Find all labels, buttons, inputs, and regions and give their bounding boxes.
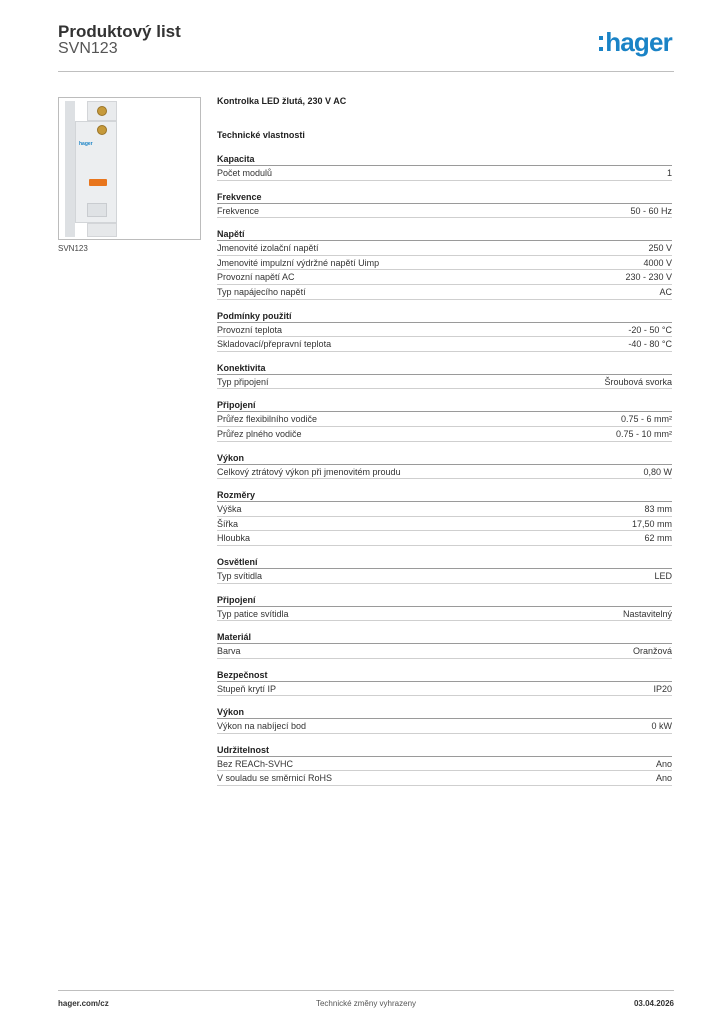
spec-group <box>217 399 672 441</box>
spec-group-title: Konektivita <box>217 362 672 375</box>
spec-label: Skladovací/přepravní teplota <box>217 339 332 350</box>
spec-value: 0.75 - 6 mm² <box>620 414 672 425</box>
spec-value: LED <box>654 570 672 581</box>
logo-colon-icon <box>599 36 603 51</box>
spec-value: Ano <box>655 773 672 784</box>
spec-row <box>217 270 672 285</box>
page-header <box>58 20 674 72</box>
spec-group <box>217 362 672 390</box>
spec-label: Provozní teplota <box>217 324 283 335</box>
spec-row <box>217 241 672 256</box>
spec-label: Počet modulů <box>217 168 273 178</box>
spec-group-title: Rozměry <box>217 489 672 502</box>
product-image <box>58 97 201 240</box>
spec-value: Ano <box>655 758 672 769</box>
spec-label: Provozní napětí AC <box>217 272 295 283</box>
spec-group-title: Kapacita <box>217 153 672 166</box>
spec-group-title: Připojení <box>217 399 672 412</box>
terminal-screw-icon <box>97 125 107 135</box>
spec-group-title: Výkon <box>217 452 672 465</box>
spec-value: -20 - 50 °C <box>628 324 672 335</box>
spec-value: Nastavitelný <box>622 608 672 619</box>
spec-group <box>217 228 672 299</box>
spec-group <box>217 669 672 697</box>
spec-row <box>217 517 672 532</box>
led-indicator-device-image <box>65 101 123 237</box>
spec-label: Barva <box>217 646 241 657</box>
footer-notice: Technické změny vyhrazeny <box>315 999 417 1008</box>
spec-group-title: Připojení <box>217 594 672 607</box>
spec-label: Jmenovité impulzní výdržné napětí Uimp <box>217 257 380 268</box>
spec-group-title: Frekvence <box>217 191 672 204</box>
spec-value: 83 mm <box>644 504 672 515</box>
spec-group <box>217 706 672 734</box>
spec-label: Typ svítidla <box>217 570 263 581</box>
spec-group <box>217 631 672 659</box>
spec-value: 0 kW <box>651 721 672 732</box>
spec-groups <box>217 153 672 786</box>
spec-group <box>217 489 672 546</box>
document-title: Produktový list <box>58 22 181 41</box>
spec-row <box>217 285 672 300</box>
spec-group <box>217 310 672 352</box>
product-details <box>217 96 672 796</box>
spec-row <box>217 719 672 734</box>
spec-label: Jmenovité izolační napětí <box>217 243 319 254</box>
spec-label: Celkový ztrátový výkon při jmenovitém proudu <box>217 466 401 477</box>
spec-label: Průřez plného vodiče <box>217 428 302 439</box>
spec-group <box>217 556 672 584</box>
spec-group <box>217 452 672 480</box>
spec-row <box>217 427 672 442</box>
spec-label: Průřez flexibilního vodiče <box>217 414 318 425</box>
spec-row <box>217 757 672 772</box>
spec-label: Výkon na nabíjecí bod <box>217 721 307 732</box>
spec-value: -40 - 80 °C <box>628 339 672 350</box>
spec-row <box>217 682 672 697</box>
spec-label: Frekvence <box>217 205 260 216</box>
spec-value: IP20 <box>653 683 672 694</box>
spec-row <box>217 337 672 352</box>
spec-row <box>217 771 672 786</box>
spec-group-title: Materiál <box>217 631 672 644</box>
spec-value: 1 <box>666 168 672 178</box>
indicator-lens <box>89 179 107 186</box>
spec-row <box>217 166 672 181</box>
spec-label: Typ napájecího napětí <box>217 286 306 297</box>
footer-website-link[interactable]: hager.com/cz <box>58 999 109 1008</box>
spec-row <box>217 644 672 659</box>
spec-row <box>217 569 672 584</box>
spec-value: 17,50 mm <box>631 518 672 529</box>
spec-value: AC <box>659 286 672 297</box>
footer-date: 03.04.2026 <box>633 999 674 1008</box>
spec-row <box>217 204 672 219</box>
terminal-screw-icon <box>97 106 107 116</box>
spec-group-title: Napětí <box>217 228 672 241</box>
spec-label: V souladu se směrnicí RoHS <box>217 773 333 784</box>
spec-value: 4000 V <box>643 257 672 268</box>
spec-value: Šroubová svorka <box>604 376 672 387</box>
spec-value: 250 V <box>648 243 672 254</box>
spec-group-title: Výkon <box>217 706 672 719</box>
spec-label: Typ patice svítidla <box>217 608 289 619</box>
spec-value: 50 - 60 Hz <box>630 205 672 216</box>
spec-row <box>217 502 672 517</box>
spec-group-title: Bezpečnost <box>217 669 672 682</box>
page-footer <box>58 990 674 1010</box>
spec-label: Bez REACh-SVHC <box>217 758 294 769</box>
spec-row <box>217 531 672 546</box>
spec-row <box>217 412 672 427</box>
device-brand-label: hager <box>79 141 93 147</box>
spec-row <box>217 256 672 271</box>
spec-value: Oranžová <box>632 646 672 657</box>
spec-label: Hloubka <box>217 533 251 544</box>
spec-group <box>217 744 672 786</box>
spec-group <box>217 191 672 219</box>
spec-group-title: Udržitelnost <box>217 744 672 757</box>
spec-row <box>217 607 672 622</box>
spec-group <box>217 594 672 622</box>
spec-label: Šířka <box>217 518 239 529</box>
spec-group <box>217 153 672 181</box>
hager-logo <box>599 25 672 59</box>
product-name: Kontrolka LED žlutá, 230 V AC <box>217 96 347 106</box>
logo-text: hager <box>605 26 672 57</box>
spec-row <box>217 323 672 338</box>
spec-value: 62 mm <box>644 533 672 544</box>
spec-row <box>217 375 672 390</box>
image-caption: SVN123 <box>58 244 88 253</box>
spec-row <box>217 465 672 480</box>
product-code: SVN123 <box>58 40 118 57</box>
spec-label: Stupeň krytí IP <box>217 683 277 694</box>
spec-group-title: Osvětlení <box>217 556 672 569</box>
spec-value: 0,80 W <box>643 466 672 477</box>
technical-properties-heading: Technické vlastnosti <box>217 130 305 140</box>
spec-label: Výška <box>217 504 242 515</box>
spec-value: 0.75 - 10 mm² <box>615 428 672 439</box>
spec-group-title: Podmínky použití <box>217 310 672 323</box>
spec-label: Typ připojení <box>217 376 269 387</box>
spec-value: 230 - 230 V <box>625 272 672 283</box>
